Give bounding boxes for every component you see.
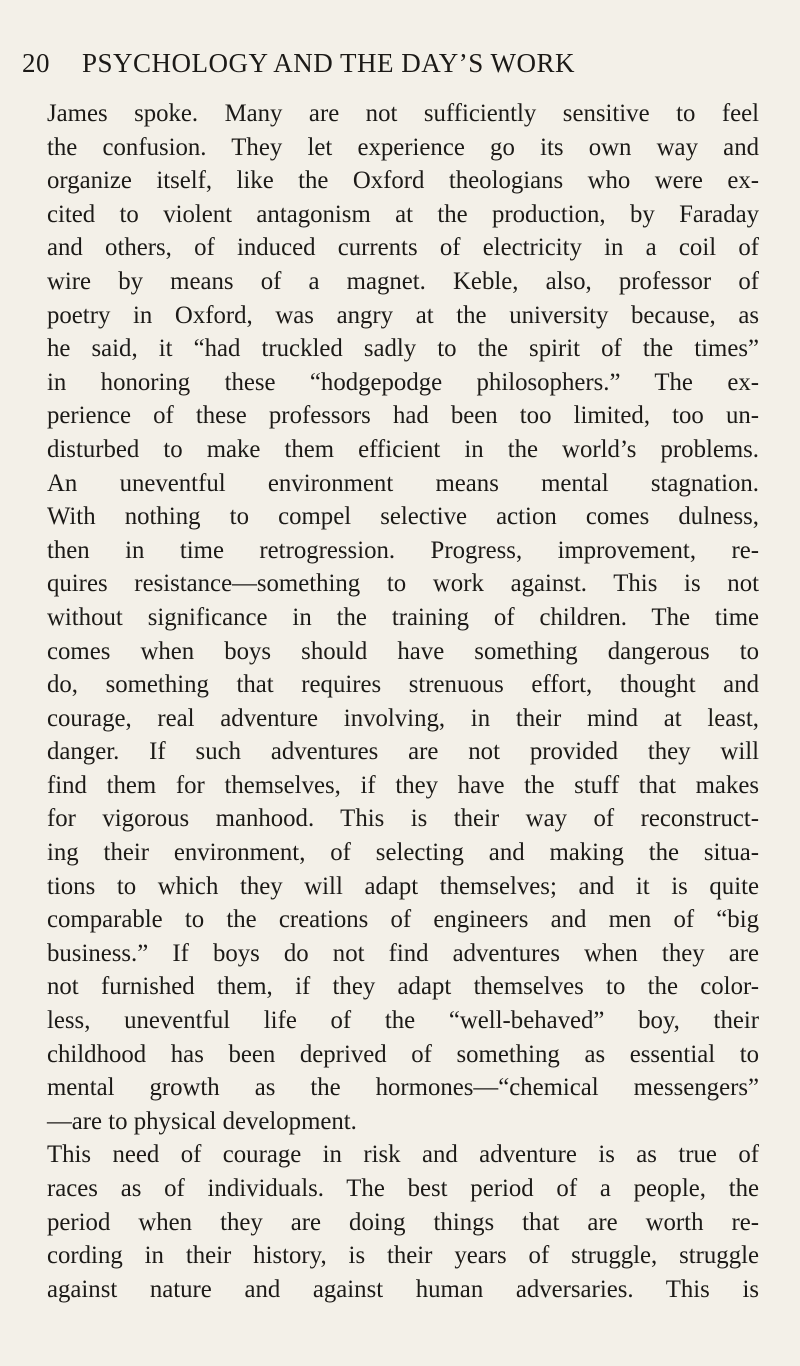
text-line: This need of courage in risk and adventure is as true of (47, 1141, 759, 1169)
text-line: not furnished them, if they adapt themselves to the color- (47, 973, 759, 1001)
text-line: in honoring these “hodgepodge philosophers.” The ex- (47, 368, 759, 396)
text-line: disturbed to make them efficient in the world’s problems. (47, 435, 759, 463)
text-line: then in time retrogression. Progress, improvement, re- (47, 536, 759, 564)
text-line: the confusion. They let experience go its own way and (47, 133, 759, 161)
text-line: cited to violent antagonism at the production, by Faraday (47, 200, 759, 228)
text-line: comparable to the creations of engineers and men of “big (47, 906, 759, 934)
text-line: for vigorous manhood. This is their way of reconstruct- (47, 805, 759, 833)
text-line: perience of these professors had been too limited, too un- (47, 402, 759, 430)
running-title: PSYCHOLOGY AND THE DAY’S WORK (82, 48, 576, 78)
text-line: less, uneventful life of the “well-behaved” boy, their (47, 1007, 759, 1035)
text-line: With nothing to compel selective action comes dulness, (47, 503, 759, 531)
text-line: mental growth as the hormones—“chemical messengers” (47, 1074, 759, 1102)
text-line: An uneventful environment means mental stagnation. (47, 469, 759, 497)
text-line: courage, real adventure involving, in their mind at least, (47, 704, 759, 732)
text-line: wire by means of a magnet. Keble, also, professor of (47, 267, 759, 295)
text-line: and others, of induced currents of electricity in a coil of (47, 234, 759, 262)
text-line: business.” If boys do not find adventures when they are (47, 939, 759, 967)
text-line: he said, it “had truckled sadly to the spirit of the times” (47, 335, 759, 363)
text-line: comes when boys should have something dangerous to (47, 637, 759, 665)
text-line: organize itself, like the Oxford theologians who were ex- (47, 167, 759, 195)
page-number: 20 (22, 48, 50, 78)
text-line: cording in their history, is their years of struggle, struggle (47, 1242, 759, 1270)
text-line: find them for themselves, if they have the stuff that makes (47, 771, 759, 799)
text-line: period when they are doing things that are worth re- (47, 1208, 759, 1236)
running-head (22, 48, 762, 79)
text-line: danger. If such adventures are not provided they will (47, 738, 759, 766)
text-line: —are to physical development. (47, 1107, 357, 1135)
text-line: races as of individuals. The best period of a people, the (47, 1175, 759, 1202)
body-text (47, 97, 759, 1306)
text-line: quires resistance—something to work against. This is not (47, 570, 759, 598)
text-line: ing their environment, of selecting and making the situa- (47, 839, 759, 867)
text-line: childhood has been deprived of something as essential to (47, 1040, 759, 1068)
text-line: without significance in the training of children. The time (47, 603, 759, 631)
text-line: poetry in Oxford, was angry at the university because, as (47, 301, 759, 329)
text-line: against nature and against human adversaries. This is (47, 1275, 759, 1303)
text-line: tions to which they will adapt themselves; and it is quite (47, 872, 759, 900)
text-line: James spoke. Many are not sufficiently sensitive to feel (47, 100, 759, 127)
text-line: do, something that requires strenuous effort, thought and (47, 671, 759, 699)
